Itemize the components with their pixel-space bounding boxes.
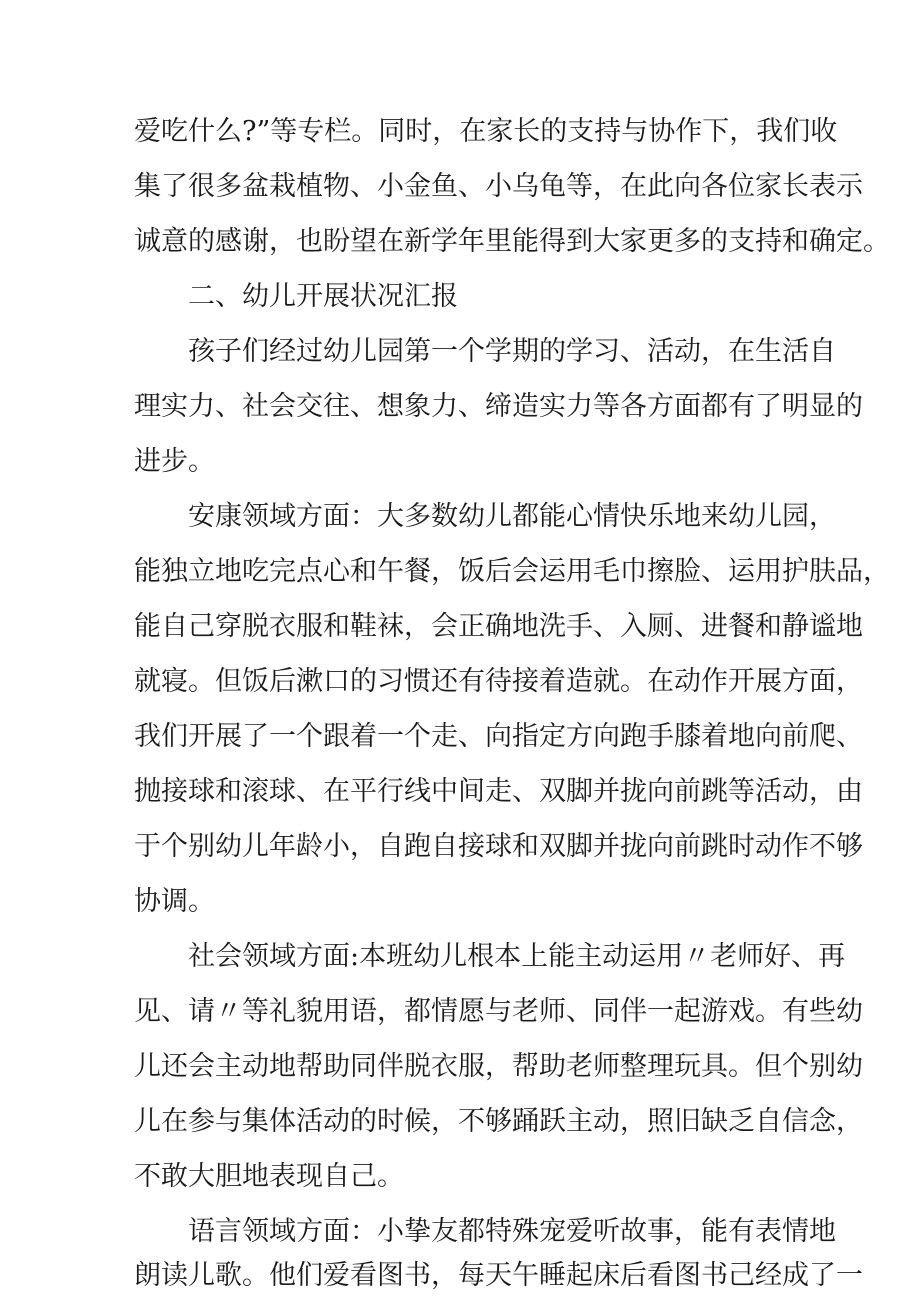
text-line-19: 儿在参与集体活动的时候，不够踊跃主动，照旧缺乏自信念， [134,1106,863,1137]
text-line-5: 孩子们经过幼儿园第一个学期的学习、活动，在生活自 [188,336,836,367]
text-line-12: 我们开展了一个跟着一个走、向指定方向跑手膝着地向前爬、 [134,721,863,752]
section-heading: 二、幼儿开展状况汇报 [188,281,458,312]
text-line-22: 朗读儿歌。他们爱看图书，每天午睡起床后看图书己经成了一 [134,1260,863,1291]
text-line-17: 见、请〃等礼貌用语，都情愿与老师、同伴一起游戏。有些幼 [134,996,863,1027]
text-line-3: 诚意的感谢，也盼望在新学年里能得到大家更多的支持和确定。 [134,226,890,257]
text-line-21: 语言领域方面：小挚友都特殊宠爱听故事，能有表情地 [188,1216,836,1247]
text-line-14: 于个别幼儿年龄小，自跑自接球和双脚并拢向前跳时动作不够 [134,831,863,862]
text-line-7: 进步。 [134,446,215,477]
text-line-15: 协调。 [134,886,215,917]
text-line-8: 安康领域方面：大多数幼儿都能心情快乐地来幼儿园， [188,501,836,532]
text-line-16: 社会领域方面:本班幼儿根本上能主动运用〃老师好、再 [188,941,846,972]
text-line-18: 儿还会主动地帮助同伴脱衣服，帮助老师整理玩具。但个别幼 [134,1051,863,1082]
text-line-20: 不敢大胆地表现自己。 [134,1161,404,1192]
text-line-13: 抛接球和滚球、在平行线中间走、双脚并拢向前跳等活动，由 [134,776,863,807]
text-line-6: 理实力、社会交往、想象力、缔造实力等各方面都有了明显的 [134,391,863,422]
text-line-9: 能独立地吃完点心和午餐，饭后会运用毛巾擦脸、运用护肤品， [134,556,890,587]
text-line-1: 爱吃什么?”等专栏。同时，在家长的支持与协作下，我们收 [134,116,838,147]
text-line-10: 能自己穿脱衣服和鞋袜，会正确地洗手、入厕、进餐和静谧地 [134,611,863,642]
text-line-2: 集了很多盆栽植物、小金鱼、小乌龟等，在此向各位家长表示 [134,171,863,202]
text-line-11: 就寝。但饭后漱口的习惯还有待接着造就。在动作开展方面， [134,666,863,697]
